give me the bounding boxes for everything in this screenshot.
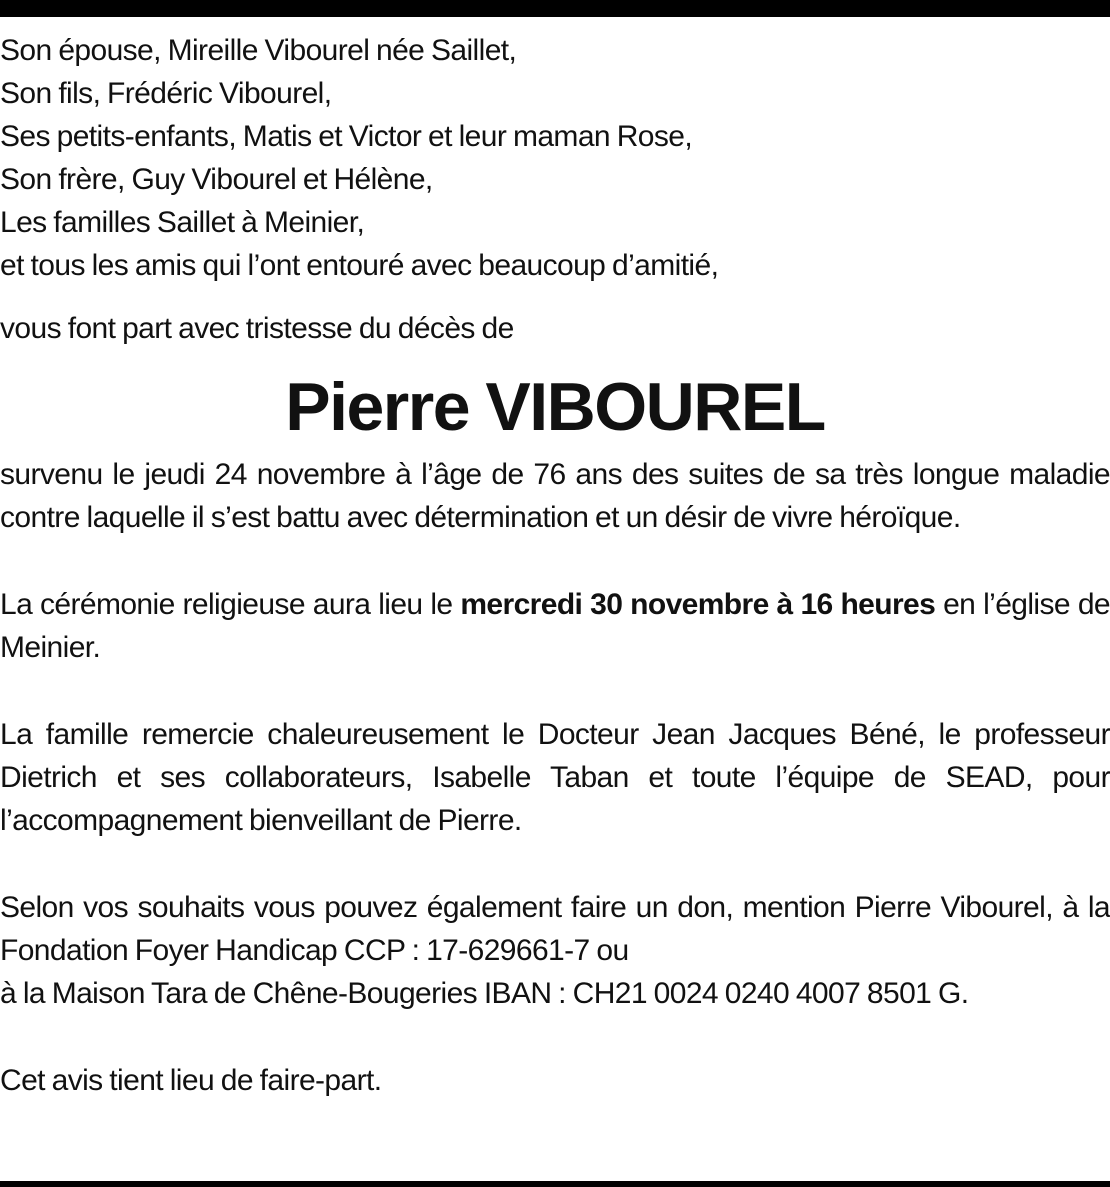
ceremony-date: mercredi 30 novembre à 16 heures	[460, 588, 936, 621]
ceremony-text: La cérémonie religieuse aura lieu le	[0, 588, 461, 621]
family-line: Son épouse, Mireille Vibourel née Saillet,	[0, 34, 517, 67]
family-line: et tous les amis qui l’ont entouré avec beaucoup d’amitié,	[0, 249, 719, 282]
deceased-name: Pierre VIBOUREL	[285, 369, 825, 445]
bottom-rule	[0, 1181, 1110, 1187]
donation-text: Selon vos souhaits vous pouvez également faire un don, mention Pierre Vibourel, à la Fondation Foyer Handicap CCP : 17-629661-7 ou	[0, 891, 1110, 967]
thanks-paragraph: La famille remercie chaleureusement le Docteur Jean Jacques Béné, le professeur Dietrich et ses collaborateurs, Isabelle Taban et toute l’équipe de SEAD, pour l’accompagnement bienveillant de Pierre.	[0, 718, 1110, 837]
donation-paragraph	[0, 886, 1110, 1015]
family-line: Son frère, Guy Vibourel et Hélène,	[0, 163, 433, 196]
circumstances-paragraph: survenu le jeudi 24 novembre à l’âge de 76 ans des suites de sa très longue maladie contre laquelle il s’est battu avec détermination et un désir de vivre héroïque.	[0, 458, 1110, 534]
ceremony-place: en l’église de Meinier.	[0, 588, 1110, 664]
ceremony-paragraph	[0, 583, 1110, 669]
family-line: Ses petits-enfants, Matis et Victor et leur maman Rose,	[0, 120, 693, 153]
family-list	[0, 29, 1110, 287]
donation-iban: à la Maison Tara de Chêne-Bougeries IBAN : CH21 0024 0240 4007 8501 G.	[0, 977, 969, 1010]
obituary-notice	[0, 29, 1110, 1102]
family-line: Son fils, Frédéric Vibourel,	[0, 77, 332, 110]
announcement-text: vous font part avec tristesse du décès de	[0, 312, 514, 345]
top-rule	[0, 0, 1110, 17]
family-line: Les familles Saillet à Meinier,	[0, 206, 365, 239]
closing-text: Cet avis tient lieu de faire-part.	[0, 1064, 382, 1097]
